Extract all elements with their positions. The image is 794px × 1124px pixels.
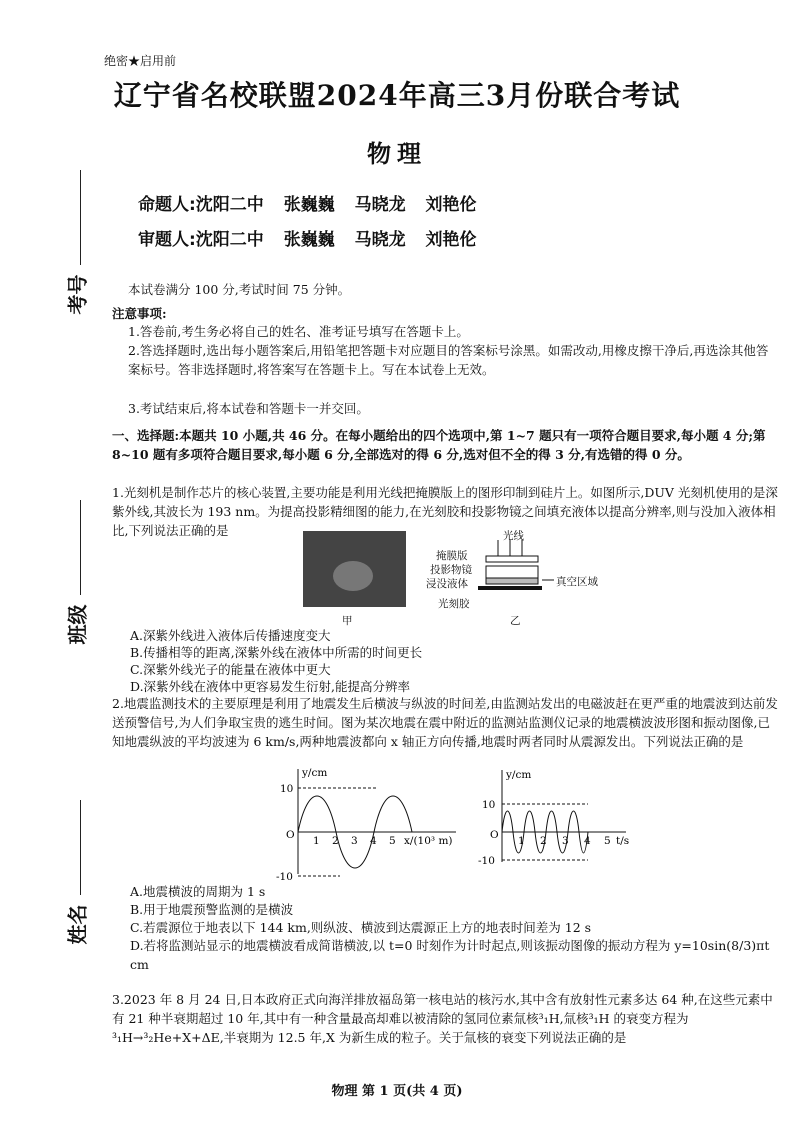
q2-option-c: C.若震源位于地表以下 144 km,则纵波、横波到达震源正上方的地表时间差为 12 s xyxy=(130,920,592,935)
label-resist: 光刻胶 xyxy=(438,598,470,610)
q2-option-d: D.若将监测站显示的地震横波看成简谐横波,以 t=0 时刻作为计时起点,则该振动图像的振动方程为 y=10sin(8/3)πt cm xyxy=(130,938,770,972)
question-2-stem: 2.地震监测技术的主要原理是利用了地震发生后横波与纵波的时间差,由监测站发出的电磁波赶在更严重的地震波到达前发送预警信号,为人们争取宝贵的逃生时间。图为某次地震在震中附近的监测站监测仪记录的地震横波波形图和振动图像,已知地震纵波的平均波速为 6 km/s,两种地震波都向 x 轴正方向传播,地震时两者同时从震源发出。下列说法正确的是 xyxy=(112,696,778,749)
exam-intro: 本试卷满分 100 分,考试时间 75 分钟。 xyxy=(128,282,351,297)
g2-origin: O xyxy=(490,829,499,841)
g1-ytick-bottom: -10 xyxy=(276,871,293,883)
g2-ytick-bottom: -10 xyxy=(478,855,495,867)
subject-title: 物理 xyxy=(367,139,427,168)
g2-xtick: 2 xyxy=(540,835,547,847)
g2-xlabel: t/s xyxy=(616,835,630,847)
g1-xtick: 5 xyxy=(389,835,396,847)
name-label: 姓名 xyxy=(65,904,90,945)
notes-heading: 注意事项: xyxy=(112,306,167,321)
g1-xtick: 3 xyxy=(351,835,358,847)
g1-origin: O xyxy=(286,829,295,841)
exam-no-label: 考号 xyxy=(65,274,90,315)
q1-option-b: B.传播相等的距离,深紫外线在液体中所需的时间更长 xyxy=(130,645,423,660)
name-line xyxy=(80,800,81,895)
question-3-stem: 3.2023 年 8 月 24 日,日本政府正式向海洋排放福岛第一核电站的核污水,其中含有放射性元素多达 64 种,在这些元素中有 21 种半衰期超过 10 年,其中有一种含量最高却难以被清除的氢同位素氚核³₁H,氚核³₁H 的衰变方程为³₁H→³₂He+X+ΔE,半衰期为 12.5 年,X 为新生成的粒子。关于氚核的衰变下列说法正确的是 xyxy=(112,992,773,1045)
g2-xtick: 5 xyxy=(604,835,611,847)
label-light: 光线 xyxy=(503,530,524,542)
g2-ytick-top: 10 xyxy=(482,799,496,811)
question-1-stem: 1.光刻机是制作芯片的核心装置,主要功能是利用光线把掩膜版上的图形印制到硅片上。如图所示,DUV 光刻机使用的是深紫外线,其波长为 193 nm。为提高投影精细图的能力,在光刻胶和投影物镜之间填充液体以提高分辨率,则与没加入液体相比,下列说法正确的是 xyxy=(112,485,778,538)
q2-option-b: B.用于地震预警监测的是横波 xyxy=(130,902,294,917)
q1-option-d: D.深紫外线在液体中更容易发生衍射,能提高分辨率 xyxy=(130,679,411,694)
author-line: 命题人:沈阳二中 张巍巍 马晓龙 刘艳伦 xyxy=(138,195,477,215)
label-mask: 掩膜版 xyxy=(436,550,468,562)
reviewer-line: 审题人:沈阳二中 张巍巍 马晓龙 刘艳伦 xyxy=(138,230,477,250)
q2-option-a: A.地震横波的周期为 1 s xyxy=(130,884,266,899)
g2-xtick: 4 xyxy=(584,835,591,847)
label-vacuum: 真空区域 xyxy=(556,576,598,588)
q1-option-a: A.深紫外线进入液体后传播速度变大 xyxy=(130,628,331,643)
page-footer: 物理 第 1 页(共 4 页) xyxy=(331,1084,463,1099)
figure-yi-label: 乙 xyxy=(510,615,521,627)
figure-jia-label: 甲 xyxy=(342,615,353,627)
note-item: 3.考试结束后,将本试卷和答题卡一并交回。 xyxy=(128,401,369,416)
g1-ytick-top: 10 xyxy=(280,783,294,795)
g2-xtick: 1 xyxy=(518,835,525,847)
g2-xtick: 3 xyxy=(562,835,569,847)
note-item: 1.答卷前,考生务必将自己的姓名、准考证号填写在答题卡上。 xyxy=(128,324,469,339)
g1-xtick: 1 xyxy=(313,835,320,847)
g1-xtick: 2 xyxy=(332,835,339,847)
exam-title: 辽宁省名校联盟2024年高三3月份联合考试 xyxy=(113,79,681,112)
vibration-graph xyxy=(476,764,636,868)
g1-xtick: 4 xyxy=(370,835,377,847)
lithography-photo xyxy=(303,531,406,607)
label-lens: 投影物镜 xyxy=(430,564,472,576)
q1-option-c: C.深紫外线光子的能量在液体中更大 xyxy=(130,662,331,677)
g1-xlabel: x/(10³ m) xyxy=(404,835,453,847)
exam-no-line xyxy=(80,170,81,265)
wave-graph xyxy=(276,764,466,884)
section-heading: 一、选择题:本题共 10 小题,共 46 分。在每小题给出的四个选项中,第 1~7 题只有一项符合题目要求,每小题 4 分;第 8~10 题有多项符合题目要求,每小题 6 分,全部选对的得 6 分,选对但不全的得 3 分,有选错的得 0 分。 xyxy=(112,428,766,462)
g2-ylabel: y/cm xyxy=(506,769,532,781)
class-label: 班级 xyxy=(65,604,90,645)
label-liquid: 浸没液体 xyxy=(426,578,468,590)
g1-ylabel: y/cm xyxy=(302,767,328,779)
secret-label: 绝密★启用前 xyxy=(104,54,177,68)
note-item: 2.答选择题时,选出每小题答案后,用铅笔把答题卡对应题目的答案标号涂黑。如需改动,用橡皮擦干净后,再选涂其他答案标号。答非选择题时,将答案写在答题卡上。写在本试卷上无效。 xyxy=(128,343,769,377)
class-line xyxy=(80,500,81,595)
